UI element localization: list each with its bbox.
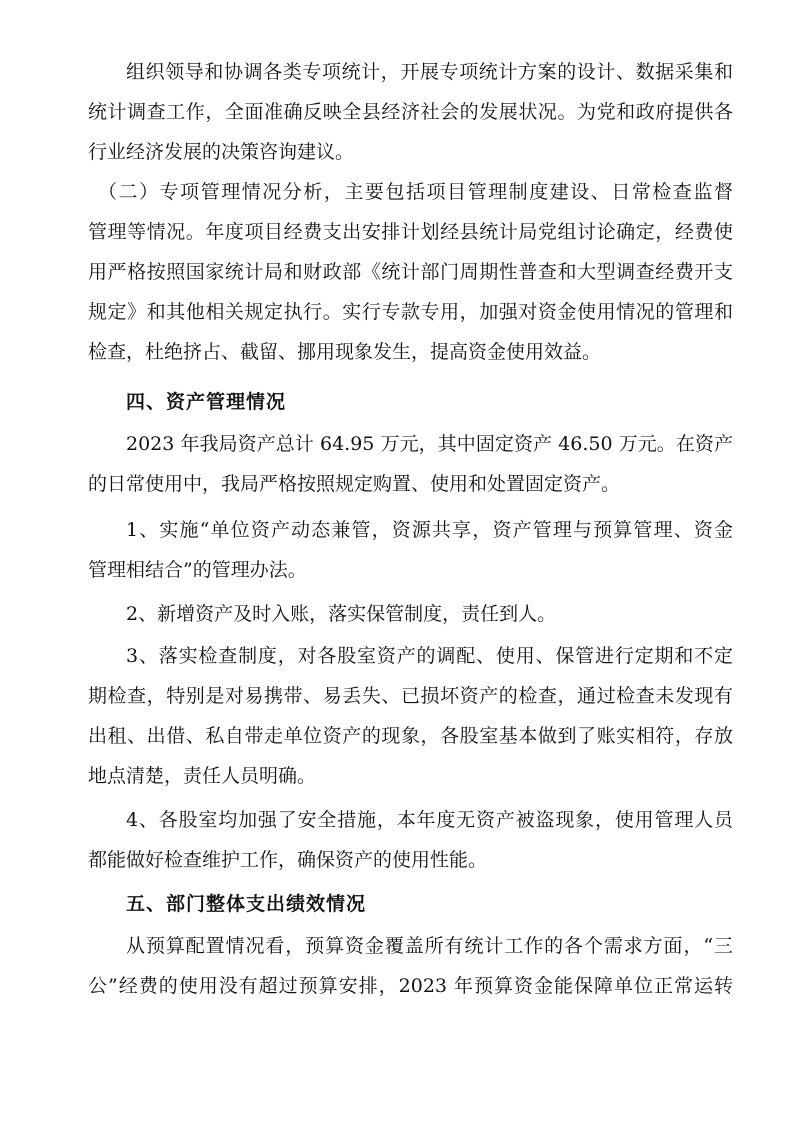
paragraph-line: 的日常使用中，我局严格按照规定购置、使用和处置固定资产。	[88, 473, 621, 495]
paragraph-line: 规定》和其他相关规定执行。实行专款专用，加强对资金使用情况的管理和	[88, 301, 733, 323]
paragraph-line: 管理相结合”的管理办法。	[88, 559, 307, 581]
paragraph-line: 统计调查工作，全面准确反映全县经济社会的发展状况。为党和政府提供各	[88, 101, 733, 123]
paragraph-line: 用严格按照国家统计局和财政部《统计部门周期性普查和大型调查经费开支	[88, 261, 733, 283]
paragraph-line: 4、各股室均加强了安全措施，本年度无资产被盗现象，使用管理人员	[126, 809, 733, 831]
paragraph-line: 管理等情况。年度项目经费支出安排计划经县统计局党组讨论确定，经费使	[88, 221, 733, 243]
paragraph-line: 1、实施“单位资产动态兼管，资源共享，资产管理与预算管理、资金	[126, 519, 733, 541]
section-heading: 五、部门整体支出绩效情况	[126, 893, 367, 915]
paragraph-line: 2、新增资产及时入账，落实保管制度，责任到人。	[126, 603, 557, 625]
paragraph-line: 行业经济发展的决策咨询建议。	[88, 141, 355, 163]
paragraph-line: 组织领导和协调各类专项统计，开展专项统计方案的设计、数据采集和	[126, 61, 733, 83]
paragraph-line: 3、落实检查制度，对各股室资产的调配、使用、保管进行定期和不定	[126, 645, 733, 667]
paragraph-line: （二）专项管理情况分析，主要包括项目管理制度建设、日常检查监督	[98, 181, 733, 203]
paragraph-line: 2023 年我局资产总计 64.95 万元，其中固定资产 46.50 万元。在资产	[126, 433, 733, 455]
paragraph-line: 都能做好检查维护工作，确保资产的使用性能。	[88, 849, 488, 871]
paragraph-line: 期检查，特别是对易携带、易丢失、已损坏资产的检查，通过检查未发现有	[88, 685, 733, 707]
paragraph-line: 检查，杜绝挤占、截留、挪用现象发生，提高资金使用效益。	[88, 341, 602, 363]
paragraph-line: 公”经费的使用没有超过预算安排，2023 年预算资金能保障单位正常运转	[88, 975, 733, 997]
paragraph-line: 地点清楚，责任人员明确。	[88, 765, 317, 787]
section-heading: 四、资产管理情况	[126, 391, 287, 413]
paragraph-line: 从预算配置情况看，预算资金覆盖所有统计工作的各个需求方面，“三	[126, 935, 733, 957]
paragraph-line: 出租、出借、私自带走单位资产的现象，各股室基本做到了账实相符，存放	[88, 725, 733, 747]
